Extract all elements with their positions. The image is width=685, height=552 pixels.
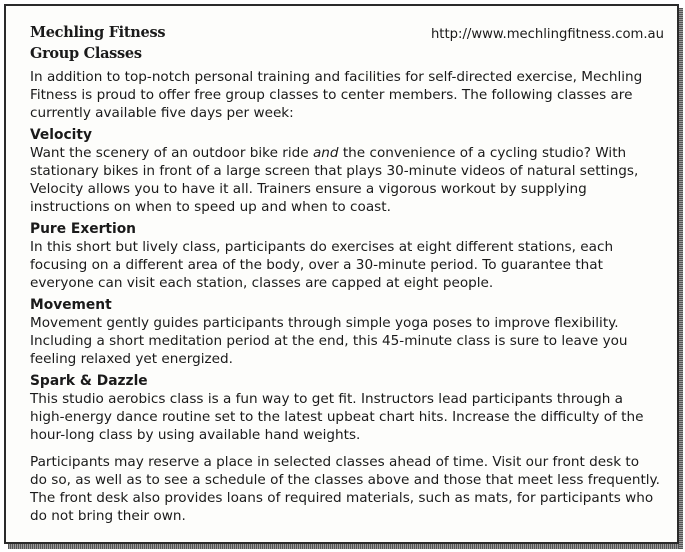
website-url: http://www.mechlingfitness.com.au <box>430 27 664 42</box>
notice-header <box>30 22 664 66</box>
class-spark-dazzle <box>30 372 660 444</box>
class-description: Movement gently guides participants through simple yoga poses to improve flexibility. Including a short meditation period at the end, this 45-minute class is sure to leave you feeling relaxed yet energized. <box>30 315 628 367</box>
class-movement <box>30 296 660 368</box>
class-title: Movement <box>30 297 112 313</box>
closing-paragraph: Participants may reserve a place in selected classes ahead of time. Visit our front desk to do so, as well as to see a schedule of the classes above and those that meet less frequently. The front desk also provides loans of required materials, such as mats, for participants who do not bring their own. <box>30 454 660 524</box>
gym-name: Mechling Fitness <box>30 24 166 41</box>
class-title: Spark & Dazzle <box>30 373 148 389</box>
class-pure-exertion <box>30 220 660 292</box>
intro-paragraph: In addition to top-notch personal training and facilities for self-directed exercise, Mechling Fitness is proud to offer free group classes to center members. The following classes are currently available five days per week: <box>30 69 643 121</box>
frame-shadow-bottom <box>8 544 682 549</box>
frame-shadow-right <box>679 8 683 549</box>
class-title: Velocity <box>30 127 92 143</box>
class-title: Pure Exertion <box>30 221 137 237</box>
notice-content <box>30 22 664 525</box>
page-title: Group Classes <box>30 45 142 62</box>
class-description: This studio aerobics class is a fun way to get fit. Instructors lead participants through a high-energy dance routine set to the latest upbeat chart hits. Increase the difficulty of the hour-long class by using available hand weights. <box>30 391 644 443</box>
class-description: Want the scenery of an outdoor bike ride and the convenience of a cycling studio? With stationary bikes in front of a large screen that plays 30-minute videos of natural settings, Velocity allows you to have it all. Trainers ensure a vigorous workout by supplying instructions on when to speed up and when to coast. <box>30 145 639 215</box>
class-velocity <box>30 126 660 216</box>
class-description: In this short but lively class, participants do exercises at eight different stations, each focusing on a different area of the body, over a 30-minute period. To guarantee that everyone can visit each station, classes are capped at eight people. <box>30 239 614 291</box>
